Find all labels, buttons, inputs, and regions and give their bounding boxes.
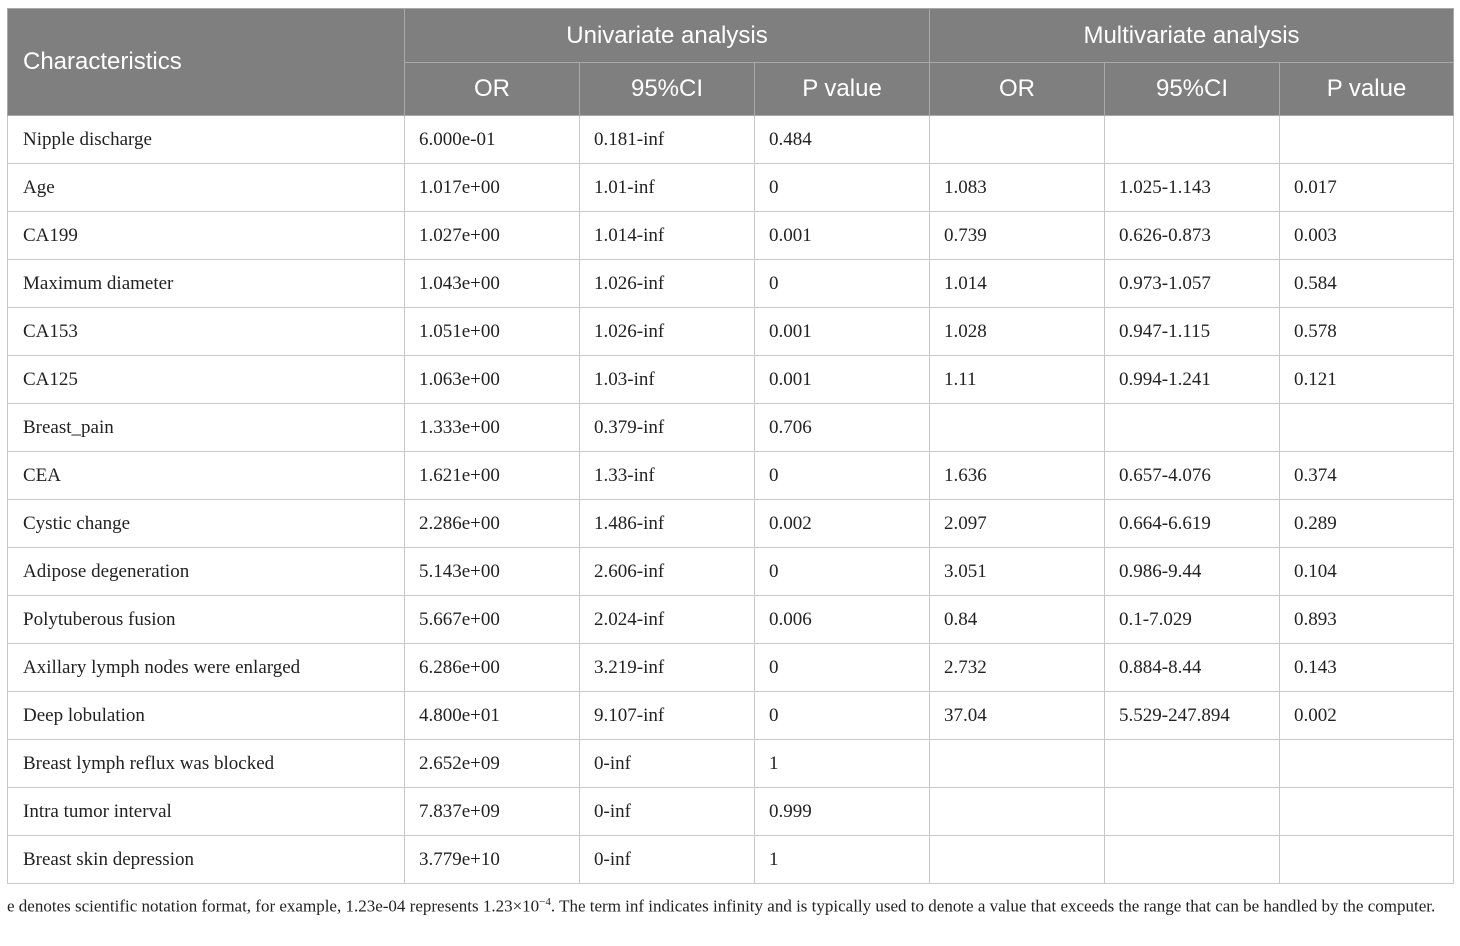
cell-characteristic: Intra tumor interval [8, 788, 405, 836]
cell-univariate-or: 4.800e+01 [405, 692, 580, 740]
cell-univariate-ci: 0.181-inf [580, 116, 755, 164]
footnote-text-2: . The term inf indicates infinity and is typically used to denote a value that exceeds the range that can be handled by the computer. [550, 896, 1436, 916]
cell-univariate-p: 1 [755, 740, 930, 788]
cell-univariate-p: 0 [755, 644, 930, 692]
cell-multivariate-p [1280, 836, 1454, 884]
cell-multivariate-p: 0.104 [1280, 548, 1454, 596]
cell-univariate-ci: 1.026-inf [580, 308, 755, 356]
cell-multivariate-p: 0.893 [1280, 596, 1454, 644]
cell-univariate-or: 1.333e+00 [405, 404, 580, 452]
cell-multivariate-ci: 0.986-9.44 [1105, 548, 1280, 596]
table-row [8, 212, 1454, 260]
cell-multivariate-p: 0.578 [1280, 308, 1454, 356]
cell-multivariate-ci: 0.947-1.115 [1105, 308, 1280, 356]
cell-multivariate-or: 2.097 [930, 500, 1105, 548]
cell-univariate-ci: 1.486-inf [580, 500, 755, 548]
cell-multivariate-p [1280, 116, 1454, 164]
cell-univariate-ci: 2.024-inf [580, 596, 755, 644]
regression-table [7, 8, 1454, 884]
cell-univariate-p: 0.001 [755, 356, 930, 404]
cell-multivariate-or: 1.014 [930, 260, 1105, 308]
cell-multivariate-or [930, 836, 1105, 884]
cell-multivariate-or: 0.84 [930, 596, 1105, 644]
cell-characteristic: Nipple discharge [8, 116, 405, 164]
cell-multivariate-ci: 0.994-1.241 [1105, 356, 1280, 404]
footnote-exponent: −4 [539, 896, 551, 908]
cell-univariate-or: 1.051e+00 [405, 308, 580, 356]
table-row [8, 452, 1454, 500]
cell-univariate-p: 0.006 [755, 596, 930, 644]
cell-univariate-p: 0.001 [755, 212, 930, 260]
cell-univariate-or: 2.652e+09 [405, 740, 580, 788]
cell-multivariate-p: 0.584 [1280, 260, 1454, 308]
cell-characteristic: CA199 [8, 212, 405, 260]
cell-multivariate-or: 0.739 [930, 212, 1105, 260]
table-row [8, 836, 1454, 884]
cell-multivariate-p: 0.374 [1280, 452, 1454, 500]
table-row [8, 644, 1454, 692]
cell-univariate-ci: 1.33-inf [580, 452, 755, 500]
cell-univariate-p: 0.002 [755, 500, 930, 548]
cell-univariate-or: 2.286e+00 [405, 500, 580, 548]
cell-univariate-p: 0.001 [755, 308, 930, 356]
cell-multivariate-p: 0.289 [1280, 500, 1454, 548]
header-univariate-or: OR [405, 63, 580, 116]
cell-multivariate-or [930, 740, 1105, 788]
cell-multivariate-ci [1105, 836, 1280, 884]
table-body [8, 116, 1454, 884]
cell-univariate-ci: 0-inf [580, 740, 755, 788]
cell-univariate-or: 1.027e+00 [405, 212, 580, 260]
header-multivariate-ci: 95%CI [1105, 63, 1280, 116]
cell-univariate-p: 0 [755, 548, 930, 596]
cell-multivariate-p [1280, 404, 1454, 452]
cell-univariate-or: 1.043e+00 [405, 260, 580, 308]
table-row [8, 308, 1454, 356]
cell-multivariate-or [930, 788, 1105, 836]
cell-multivariate-ci [1105, 116, 1280, 164]
cell-univariate-p: 0 [755, 452, 930, 500]
cell-characteristic: CA125 [8, 356, 405, 404]
cell-characteristic: Polytuberous fusion [8, 596, 405, 644]
cell-multivariate-ci: 0.884-8.44 [1105, 644, 1280, 692]
cell-multivariate-ci [1105, 788, 1280, 836]
cell-multivariate-p: 0.003 [1280, 212, 1454, 260]
cell-univariate-p: 0 [755, 692, 930, 740]
cell-univariate-or: 7.837e+09 [405, 788, 580, 836]
cell-univariate-ci: 9.107-inf [580, 692, 755, 740]
table-row [8, 260, 1454, 308]
cell-univariate-ci: 1.026-inf [580, 260, 755, 308]
cell-multivariate-ci: 0.973-1.057 [1105, 260, 1280, 308]
table-row [8, 692, 1454, 740]
table-row [8, 500, 1454, 548]
table-container [7, 8, 1453, 884]
cell-multivariate-or [930, 404, 1105, 452]
cell-univariate-or: 5.143e+00 [405, 548, 580, 596]
table-row [8, 788, 1454, 836]
table-row [8, 356, 1454, 404]
cell-univariate-p: 1 [755, 836, 930, 884]
cell-multivariate-or: 37.04 [930, 692, 1105, 740]
cell-characteristic: Breast skin depression [8, 836, 405, 884]
cell-univariate-p: 0.999 [755, 788, 930, 836]
cell-univariate-or: 3.779e+10 [405, 836, 580, 884]
footnote [7, 890, 1457, 919]
cell-characteristic: Breast lymph reflux was blocked [8, 740, 405, 788]
cell-univariate-p: 0.706 [755, 404, 930, 452]
cell-characteristic: Age [8, 164, 405, 212]
header-univariate: Univariate analysis [405, 9, 930, 63]
header-multivariate-or: OR [930, 63, 1105, 116]
cell-multivariate-ci [1105, 740, 1280, 788]
cell-multivariate-ci [1105, 404, 1280, 452]
cell-characteristic: Deep lobulation [8, 692, 405, 740]
cell-characteristic: Axillary lymph nodes were enlarged [8, 644, 405, 692]
cell-multivariate-ci: 0.664-6.619 [1105, 500, 1280, 548]
cell-multivariate-or: 1.636 [930, 452, 1105, 500]
cell-univariate-ci: 1.03-inf [580, 356, 755, 404]
header-characteristics: Characteristics [8, 9, 405, 116]
cell-multivariate-ci: 1.025-1.143 [1105, 164, 1280, 212]
cell-univariate-or: 1.621e+00 [405, 452, 580, 500]
cell-univariate-or: 1.017e+00 [405, 164, 580, 212]
cell-univariate-ci: 0-inf [580, 788, 755, 836]
header-univariate-p: P value [755, 63, 930, 116]
cell-multivariate-p [1280, 740, 1454, 788]
footnote-text-1: e denotes scientific notation format, for example, 1.23e-04 represents 1.23×10 [7, 896, 540, 916]
cell-multivariate-or: 3.051 [930, 548, 1105, 596]
cell-univariate-or: 5.667e+00 [405, 596, 580, 644]
cell-multivariate-ci: 0.1-7.029 [1105, 596, 1280, 644]
cell-characteristic: Adipose degeneration [8, 548, 405, 596]
cell-multivariate-ci: 0.626-0.873 [1105, 212, 1280, 260]
cell-univariate-or: 6.000e-01 [405, 116, 580, 164]
header-multivariate: Multivariate analysis [930, 9, 1454, 63]
table-row [8, 548, 1454, 596]
cell-univariate-or: 1.063e+00 [405, 356, 580, 404]
cell-characteristic: CA153 [8, 308, 405, 356]
cell-univariate-ci: 1.014-inf [580, 212, 755, 260]
cell-multivariate-p [1280, 788, 1454, 836]
cell-multivariate-or: 1.028 [930, 308, 1105, 356]
cell-characteristic: Maximum diameter [8, 260, 405, 308]
cell-characteristic: CEA [8, 452, 405, 500]
cell-univariate-ci: 3.219-inf [580, 644, 755, 692]
cell-multivariate-or [930, 116, 1105, 164]
cell-univariate-ci: 1.01-inf [580, 164, 755, 212]
cell-univariate-p: 0 [755, 260, 930, 308]
cell-univariate-p: 0 [755, 164, 930, 212]
cell-characteristic: Breast_pain [8, 404, 405, 452]
cell-multivariate-p: 0.143 [1280, 644, 1454, 692]
cell-univariate-ci: 0-inf [580, 836, 755, 884]
cell-multivariate-p: 0.002 [1280, 692, 1454, 740]
table-row [8, 404, 1454, 452]
cell-multivariate-or: 1.083 [930, 164, 1105, 212]
cell-multivariate-ci: 0.657-4.076 [1105, 452, 1280, 500]
cell-multivariate-p: 0.017 [1280, 164, 1454, 212]
cell-characteristic: Cystic change [8, 500, 405, 548]
table-row [8, 164, 1454, 212]
cell-multivariate-p: 0.121 [1280, 356, 1454, 404]
cell-univariate-p: 0.484 [755, 116, 930, 164]
cell-univariate-ci: 2.606-inf [580, 548, 755, 596]
table-row [8, 740, 1454, 788]
cell-multivariate-or: 1.11 [930, 356, 1105, 404]
header-univariate-ci: 95%CI [580, 63, 755, 116]
cell-univariate-or: 6.286e+00 [405, 644, 580, 692]
cell-univariate-ci: 0.379-inf [580, 404, 755, 452]
cell-multivariate-or: 2.732 [930, 644, 1105, 692]
cell-multivariate-ci: 5.529-247.894 [1105, 692, 1280, 740]
header-multivariate-p: P value [1280, 63, 1454, 116]
table-header [8, 9, 1454, 116]
table-row [8, 596, 1454, 644]
table-row [8, 116, 1454, 164]
